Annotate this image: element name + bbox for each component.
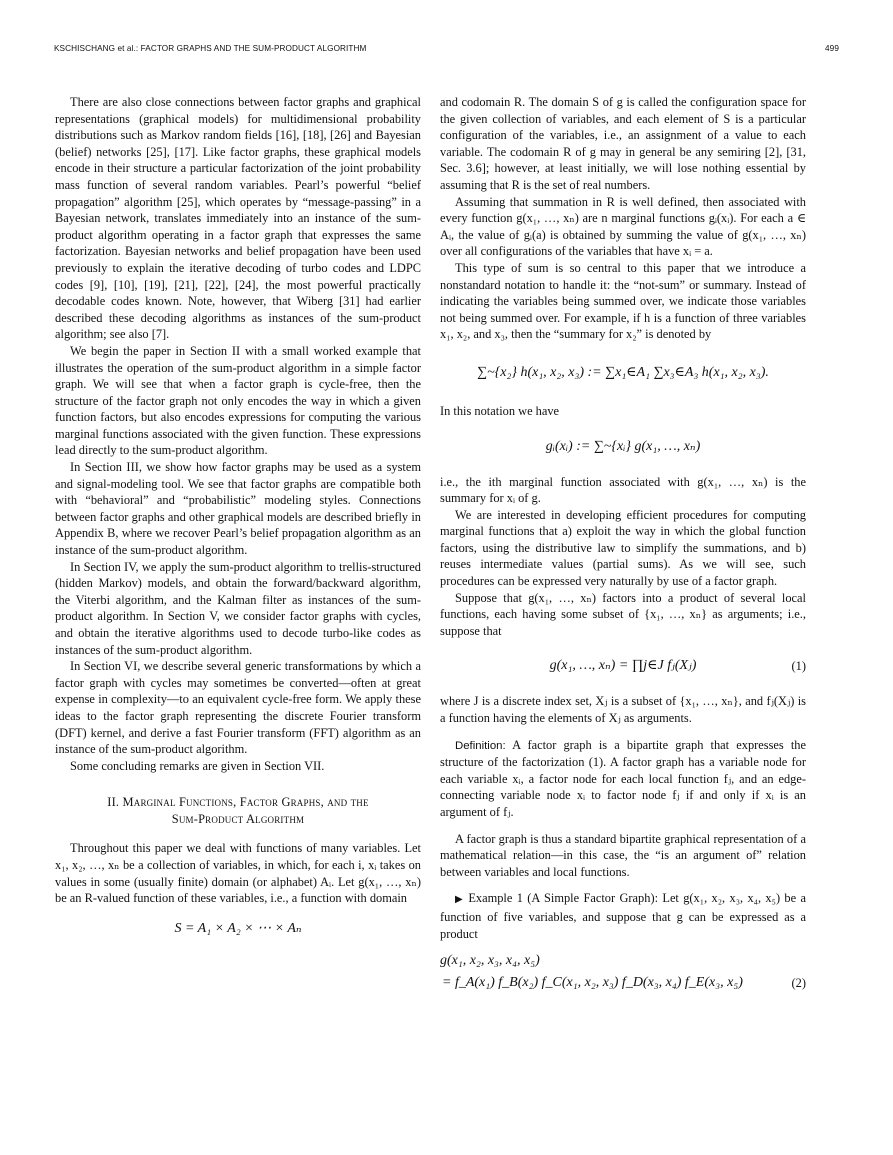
paragraph: This type of sum is so central to this paper that we introduce a nonstandard notation to handle it: the “not-sum” or summary. Instead of indicating the variables being summed over, we indicate those variables not being summed over. For example, if h is a function of three variables x₁, x₂, and x₃, then the “summary for x₂” is denoted by bbox=[440, 260, 806, 342]
example-marker-icon: ▶ bbox=[455, 894, 464, 906]
equation-1 bbox=[440, 645, 806, 687]
definition bbox=[440, 737, 806, 821]
equation-summary: ∑~{x₂} h(x₁, x₂, x₃) := ∑x₁∈A₁ ∑x₃∈A₃ h(x₁, x₂, x₃). bbox=[477, 364, 769, 380]
equation-number: (1) bbox=[791, 659, 806, 674]
paragraph: A factor graph is thus a standard bipartite graphical representation of a mathematical relation—in this case, the “is an argument of” relation between variables and local functions. bbox=[440, 831, 806, 879]
equation-2-line1: g(x₁, x₂, x₃, x₄, x₅) bbox=[440, 953, 540, 969]
paragraph: Some concluding remarks are given in Section VII. bbox=[70, 758, 325, 773]
definition-text: A factor graph is a bipartite graph that expresses the structure of the factorization (1). A factor graph has a variable node for each variable xᵢ, a factor node for each local function fⱼ, and an edge-connecting variable node xᵢ to factor node fⱼ if and only if xᵢ is an argument of fⱼ. bbox=[440, 737, 806, 819]
running-head bbox=[54, 44, 839, 53]
paragraph: Suppose that g(x₁, …, xₙ) factors into a product of several local functions, each having some subset of {x₁, …, xₙ} as arguments; i.e., suppose that bbox=[440, 590, 806, 638]
paragraph: and codomain R. The domain S of g is called the configuration space for the given collection of variables, and each element of S is a particular configuration of the variables, i.e., an assignment of a value to each variable. The codomain R of g may in general be any semiring [2], [31, Sec. 3.6]; however, at least initially, we will lose nothing essential by assuming that R is the set of real numbers. bbox=[440, 95, 806, 192]
paragraph: We are interested in developing efficient procedures for computing marginal functions that a) exploit the way in which the global function factors, using the distributive law to simplify the summations, and b) reuses intermediate values (partial sums). As we will see, such procedures can be expressed very naturally by use of a factor graph. bbox=[440, 507, 806, 589]
paragraph: i.e., the ith marginal function associated with g(x₁, …, xₙ) is the summary for xᵢ of g. bbox=[440, 474, 806, 506]
paragraph: We begin the paper in Section II with a small worked example that illustrates the operation of the sum-product algorithm in a simple factor graph. We will see that when a factor graph is cycle-free, then the structure of the factor graph not only encodes the way in which a given function factors, but also encodes expressions for computing the various marginal functions associated with the given function. These expressions lead directly to the sum-product algorithm. bbox=[55, 343, 421, 458]
paragraph: where J is a discrete index set, Xⱼ is a subset of {x₁, …, xₙ}, and fⱼ(Xⱼ) is a function having the elements of Xⱼ as arguments. bbox=[440, 694, 806, 726]
paragraph: In Section VI, we describe several generic transformations by which a factor graph with cycles may sometimes be converted—often at great expense in complexity—to an equivalent cycle-free form. We apply these ideas to the factor graph representing the discrete Fourier transform (DFT) kernel, and derive a fast Fourier transform (FFT) algorithm as an instance of the sum-product algorithm. bbox=[55, 659, 421, 757]
equation-marginal: gᵢ(xᵢ) := ∑~{xᵢ} g(x₁, …, xₙ) bbox=[545, 438, 701, 454]
equation-2 bbox=[440, 950, 806, 994]
paragraph: In this notation we have bbox=[440, 403, 560, 418]
example-text: Example 1 (A Simple Factor Graph): Let g(x₁, x₂, x₃, x₄, x₅) be a function of five variables, and suppose that g can be expressed as a product bbox=[440, 891, 806, 941]
section-title-line: Sum-Product Algorithm bbox=[171, 812, 305, 827]
paragraph: In Section IV, we apply the sum-product algorithm to trellis-structured (hidden Markov) models, and obtain the forward/backward algorithm, the Viterbi algorithm, and the Kalman filter as instances of the sum-product algorithm. In Section V, we consider factor graphs with cycles, and obtain the iterative algorithms used to decode turbo-like codes as instances of the sum-product algorithm. bbox=[55, 559, 421, 657]
equation-number: (2) bbox=[791, 976, 806, 991]
paragraph: There are also close connections between factor graphs and graphical representations (graphical models) for multidimensional probability distributions such as Markov random fields [16], [18], [26] and Bayesian (belief) networks [25], [17]. Like factor graphs, these graphical models encode in their structure a particular factorization of the joint probability mass function of several random variables. Pearl’s powerful “belief propagation” algorithm [25], which operates by “message-passing” in a Bayesian network, translates immediately into an instance of the sum-product algorithm operating in a factor graph that expresses the same factorization. Bayesian networks and belief propagation have been used previously to explain the iterative decoding of turbo codes and LDPC codes [9], [10], [19], [21], [22], [24], the most powerful practically decodable codes known. Note, however, that Wiberg [31] had earlier described these decoding algorithms as instances of the sum-product algorithm; see also [7]. bbox=[55, 95, 421, 342]
right-column bbox=[440, 94, 806, 994]
section-heading bbox=[55, 794, 421, 828]
section-title-line: II. Marginal Functions, Factor Graphs, and the bbox=[107, 795, 369, 810]
equation-domain: S = A₁ × A₂ × ⋯ × Aₙ bbox=[174, 920, 302, 936]
page-number: 499 bbox=[825, 44, 839, 53]
paragraph: Assuming that summation in R is well defined, then associated with every function g(x₁, …, xₙ) are n marginal functions gᵢ(xᵢ). For each a ∈ Aᵢ, the value of gᵢ(a) is obtained by summing the value of g(x₁, …, xₙ) over all configurations of the variables that have xᵢ = a. bbox=[440, 194, 806, 259]
left-column bbox=[55, 94, 421, 949]
paragraph: In Section III, we show how factor graphs may be used as a system and signal-modeling tool. We see that factor graphs are compatible both with “behavioral” and “probabilistic” modeling styles. Connections between factor graphs and other graphical models are described briefly in Appendix B, where we recover Pearl’s belief propagation algorithm as an instance of the sum-product algorithm. bbox=[55, 460, 421, 558]
paragraph: Throughout this paper we deal with functions of many variables. Let x₁, x₂, …, xₙ be a collection of variables, in which, for each i, xᵢ takes on values in some (usually finite) domain (or alphabet) Aᵢ. Let g(x₁, …, xₙ) be an R-valued function of these variables, i.e., a function with domain bbox=[55, 841, 421, 906]
example-paragraph bbox=[440, 890, 806, 942]
equation-1-body: g(x₁, …, xₙ) = ∏j∈J fⱼ(Xⱼ) bbox=[549, 658, 697, 674]
equation-2-line2: = f_A(x₁) f_B(x₂) f_C(x₁, x₂, x₃) f_D(x₃, x₄) f_E(x₃, x₅) bbox=[442, 975, 743, 991]
running-title: KSCHISCHANG et al.: FACTOR GRAPHS AND THE SUM-PRODUCT ALGORITHM bbox=[54, 44, 367, 53]
definition-label: Definition: bbox=[455, 739, 506, 752]
